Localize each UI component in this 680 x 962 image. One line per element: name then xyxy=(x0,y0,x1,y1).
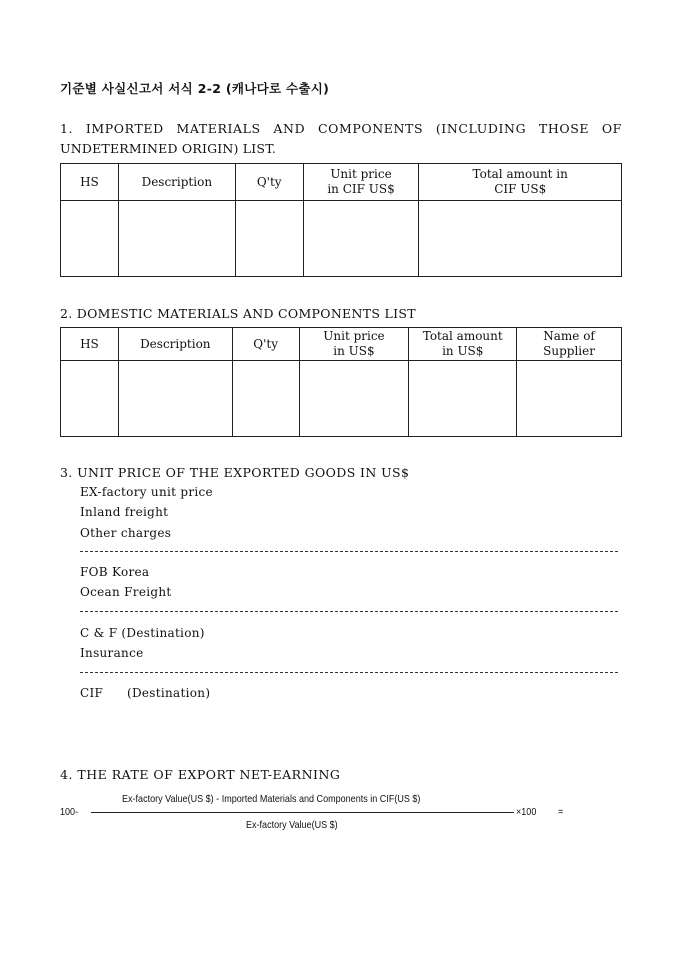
column-header-description: Description xyxy=(118,164,235,201)
section1-word: AND xyxy=(273,121,306,136)
ex-factory-unit-price-label: EX-factory unit price xyxy=(80,485,213,499)
formula-prefix: 100- xyxy=(60,806,79,818)
table-cell[interactable] xyxy=(517,361,622,437)
table-cell[interactable] xyxy=(235,201,303,277)
dashed-divider xyxy=(80,672,618,673)
table-cell[interactable] xyxy=(61,361,119,437)
insurance-label: Insurance xyxy=(80,646,144,660)
section3-heading: 3. UNIT PRICE OF THE EXPORTED GOODS IN US$ xyxy=(60,465,410,480)
formula-multiplier: ×100 xyxy=(516,806,537,818)
fob-korea-label: FOB Korea xyxy=(80,565,150,579)
table-row xyxy=(61,361,622,437)
dashed-divider xyxy=(80,551,618,552)
section1-word: (INCLUDING xyxy=(435,121,527,136)
section1-word: 1. xyxy=(60,121,74,136)
column-header-qty: Q'ty xyxy=(232,328,299,361)
column-header-unit-price: Unit price in CIF US$ xyxy=(303,164,419,201)
section2-heading: 2. DOMESTIC MATERIALS AND COMPONENTS LIST xyxy=(60,306,416,321)
ocean-freight-label: Ocean Freight xyxy=(80,585,172,599)
table-cell[interactable] xyxy=(419,201,622,277)
formula-numerator: Ex-factory Value(US $) - Imported Materials and Components in CIF(US $) xyxy=(122,793,421,805)
section1-word: OF xyxy=(601,121,622,136)
formula-equals: = xyxy=(558,806,564,818)
c-and-f-label: C & F (Destination) xyxy=(80,626,205,640)
table-row xyxy=(61,201,622,277)
column-header-hs: HS xyxy=(61,328,119,361)
form-title: 기준별 사실신고서 서식 2-2 (캐나다로 수출시) xyxy=(60,81,330,96)
section1-word: IMPORTED xyxy=(85,121,164,136)
cif-destination-label: (Destination) xyxy=(127,686,211,700)
table-cell[interactable] xyxy=(118,361,232,437)
section4-heading: 4. THE RATE OF EXPORT NET-EARNING xyxy=(60,767,341,782)
cif-label: CIF xyxy=(80,686,104,700)
column-header-total-amount: Total amount in CIF US$ xyxy=(419,164,622,201)
inland-freight-label: Inland freight xyxy=(80,505,169,519)
section1-word: COMPONENTS xyxy=(317,121,424,136)
table-cell[interactable] xyxy=(118,201,235,277)
section1-heading-line2: UNDETERMINED ORIGIN) LIST. xyxy=(60,141,277,156)
table-cell[interactable] xyxy=(61,201,119,277)
table-header-row xyxy=(61,164,622,201)
domestic-materials-table xyxy=(60,327,622,437)
dashed-divider xyxy=(80,611,618,612)
column-header-qty: Q'ty xyxy=(235,164,303,201)
column-header-total-amount: Total amount in US$ xyxy=(409,328,517,361)
section1-word: THOSE xyxy=(538,121,590,136)
table-cell[interactable] xyxy=(303,201,419,277)
formula-denominator: Ex-factory Value(US $) xyxy=(246,819,338,831)
column-header-hs: HS xyxy=(61,164,119,201)
table-header-row xyxy=(61,328,622,361)
column-header-supplier: Name of Supplier xyxy=(517,328,622,361)
fraction-bar xyxy=(91,812,514,813)
table-cell[interactable] xyxy=(299,361,409,437)
column-header-description: Description xyxy=(118,328,232,361)
table-cell[interactable] xyxy=(232,361,299,437)
imported-materials-table xyxy=(60,163,622,277)
section1-word: MATERIALS xyxy=(176,121,261,136)
section1-heading-line1 xyxy=(60,121,622,136)
table-cell[interactable] xyxy=(409,361,517,437)
column-header-unit-price: Unit price in US$ xyxy=(299,328,409,361)
other-charges-label: Other charges xyxy=(80,526,172,540)
